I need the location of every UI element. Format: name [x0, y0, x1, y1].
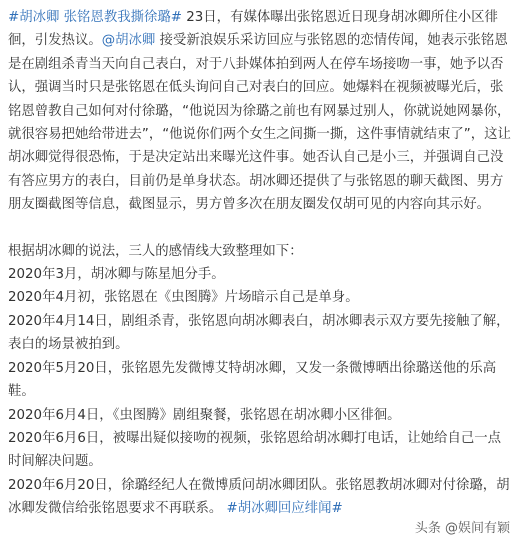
intro-paragraph — [8, 6, 512, 217]
paragraph-gap — [8, 217, 512, 240]
timeline-intro: 根据胡冰卿的说法，三人的感情线大致整理如下： — [8, 243, 303, 259]
hashtag-link-2[interactable]: #胡冰卿回应绯闻# — [226, 501, 343, 517]
timeline-item: 2020年5月20日，张铭恩先发微博艾特胡冰卿，又发一条微博晒出徐璐送他的乐高鞋。 — [8, 360, 497, 400]
post-body — [8, 6, 512, 521]
source-watermark: 头条 @娱间有颖 — [414, 521, 510, 536]
timeline-item-last — [8, 474, 512, 521]
intro-text-b: 接受新浪娱乐采访回应与张铭恩的恋情传闻，她表示张铭恩是在剧组杀青当天向自己表白，对于八卦媒体拍到两人在停车场接吻一事，她予以否认，强调当时只是张铭恩在低头询问自己对表白的回应。她爆料在视频被曝光后，张铭恩曾教自己如何对付徐璐，“他说因为徐璐之前也有网暴过别人，你就说她网暴你，就很容易把她给带进去”，“他说你们两个女生之间撕一撕，这件事情就结束了”，这让胡冰卿觉得很恐怖，于是决定站出来曝光这件事。她否认自己是小三，并强调自己没有答应男方的表白，目前仍是单身状态。胡冰卿还提供了与张铭恩的聊天截图、男方朋友圈截图等信息，截图显示，男方曾多次在朋友圈发仅胡可见的内容向其示好。 — [8, 33, 511, 213]
hashtag-link[interactable]: #胡冰卿 张铭恩教我撕徐璐# — [8, 10, 182, 25]
intro-text-a: 23日，有媒体曝出张铭恩近日现身胡冰卿所住小区徘徊，引发热议。 — [8, 10, 498, 49]
timeline-item: 2020年6月4日，《虫图腾》剧组聚餐，张铭恩在胡冰卿小区徘徊。 — [8, 407, 401, 423]
timeline-item: 2020年6月6日，被曝出疑似接吻的视频，张铭恩给胡冰卿打电话，让她给自己一点时间解决问题。 — [8, 430, 502, 470]
timeline-last-text: 2020年6月20日，徐璐经纪人在微博质问胡冰卿团队。张铭恩教胡冰卿对付徐璐，胡冰卿发微信给张铭恩要求不再联系。 — [8, 477, 510, 517]
timeline-item: 2020年4月初，张铭恩在《虫图腾》片场暗示自己是单身。 — [8, 290, 359, 306]
timeline-item: 2020年4月14日，剧组杀青，张铭恩向胡冰卿表白，胡冰卿表示双方要先接触了解，表白的场景被拍到。 — [8, 313, 510, 353]
timeline-item: 2020年3月，胡冰卿与陈星旭分手。 — [8, 267, 225, 283]
mention-link[interactable]: @胡冰卿 — [101, 33, 156, 49]
